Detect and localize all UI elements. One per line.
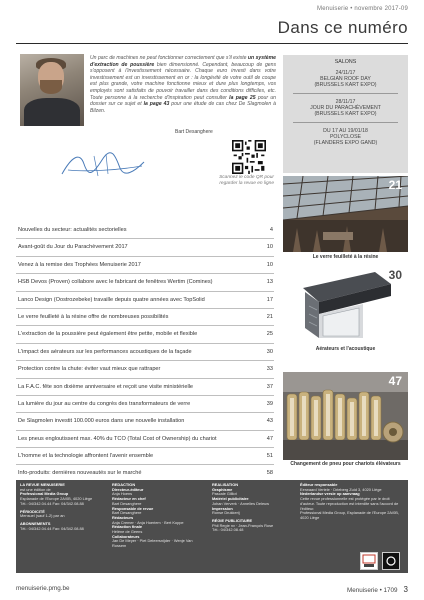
image-page-number: 21 [388,178,402,192]
colophon-heading: ABONNEMENTS [20,520,51,526]
toc-page: 58 [266,470,273,477]
toc-title: Venez à la remise des Trophées Menuiserie 2017 [18,261,141,268]
toc-page: 39 [266,400,273,407]
event-location: (BRUSSELS KART EXPO) [314,82,377,89]
colophon-text: Johan Ververk · Annelies Deleuw [212,500,270,506]
colophon-heading: Professional Media Group [20,491,69,497]
title-divider [16,43,408,44]
colophon-heading: REDACTION [112,482,136,487]
colophon-text: Tél.: 04/342.04.44 Fax: 04/342.08.88 [20,525,84,531]
colophon-heading: Directeur-éditeur [112,486,144,492]
events-heading: SALONS [334,59,357,65]
signature-image [58,150,148,182]
toc-row[interactable] [16,326,274,343]
footer-issue [347,585,408,594]
editorial-highlight: la page 43 [143,101,170,108]
toc-page: 43 [266,418,273,425]
colophon-text: Cette revue professionnelle est protégée par le droit d'auteur. Toute reproduction est interdite sans l'accord de l'éditeur. [300,496,399,511]
editorial-text-part: bien dimensionné. Cependant, beaucoup de gens s'opposent à l'investissement nécessaire. Chaque euro investi dans votre investissement est un investissement en or : la longévité de votre outil de coupe est plus grande, votre machine fonctionne mieux et dure plus longtemps, vos employés sont satisfaits de pouvoir travailler dans des conditions difficiles, etc. Toute personne à la recherche d'inspiration peut consulter [90,61,276,101]
toc-page: 47 [266,435,273,442]
toc-page: 25 [266,331,273,338]
colophon-heading: LA REVUE MENUISERIE [20,482,65,487]
colophon-text: Tél.: 04/342.08.48 [212,527,244,533]
cim-logo-mark [383,553,399,569]
events-box [283,55,408,173]
colophon-text: Professional Media Group, Esplanade de l'Europe 2A/0B, 4020 Liège [300,510,399,520]
colophon-heading: Nederlandse versie op aanvraag [300,491,360,497]
colophon-heading: Matériel publicitaire [212,496,249,502]
event-name: POLYCLOSE [329,134,362,141]
event-name: JOUR DU PARACHÈVEMENT [310,105,381,112]
toc-page: 51 [266,453,273,460]
colophon-heading: Impression [212,505,233,511]
colophon-heading: REALISATION [212,482,239,487]
colophon-heading: PÉRIODICITÉ [20,508,45,514]
toc-title: Protection contre la chute: éviter vaut mieux que rattraper [18,366,161,373]
author-photo [20,54,84,126]
colophon-heading: Rédacteur en chef [112,496,146,502]
colophon-text: Anja Cremer · Anja Hoeriem · Bert Koppe [112,519,184,525]
toc-page: 10 [266,244,273,251]
toc-title: De Slagmolen investit 100.000 euros dans une nouvelle installation [18,418,185,425]
toc-title: Info-produits: dernières nouveautés sur le marché [18,470,142,477]
event-item [286,128,405,147]
image-caption: Aérateurs et l'acoustique [315,346,376,352]
toc-row[interactable] [16,274,274,291]
issue-meta: Menuiserie • novembre 2017-09 [317,6,408,12]
colophon-text: Bart Desanghere [112,510,142,516]
toc-row[interactable] [16,309,274,326]
event-date: DU 17 AU 19/01/18 [323,128,368,134]
editorial-text [90,55,276,114]
page-title: Dans ce numéro [277,18,408,37]
event-date: 28/11/17 [335,99,356,105]
colophon-text: Ronse Drukkerij [212,510,240,516]
toc-page: 33 [266,366,273,373]
events-divider [293,93,398,94]
toc-page: 30 [266,348,273,355]
colophon-text: Phil Regie nv · Jean-François Rose [212,522,274,528]
colophon-column [300,483,404,521]
colophon-text: Pascale Gilliot [212,491,237,497]
image-page-number: 30 [388,268,402,282]
edits-press-logo-mark [361,553,377,569]
event-name: BELGIAN ROOF DAY [320,76,371,83]
colophon-text: Esplanade de l'Europe 2A/0B, 4020 Liège [20,496,93,502]
colophon-heading: Responsable de revue [112,505,154,511]
colophon-text: Eerwaard Vertele · Drieberg Zuid 3, 4020 Liège [300,486,382,492]
colophon-text: Hélène de Geens [112,529,143,535]
image-number-wrap [283,266,408,286]
toc-title: Le verre feuilleté à la résine offre de nombreuses possibilités [18,313,169,320]
editorial-text-part: pour un dossier sur ce sujet et [90,94,276,108]
toc-row[interactable] [16,448,274,465]
image-number-wrap [283,176,408,196]
toc-page: 4 [269,227,273,233]
cim-logo [382,552,400,570]
toc-row[interactable] [16,222,274,239]
qr-caption: Scannez le code QR pour regarder la revue en ligne [219,175,274,186]
toc-row[interactable] [16,413,274,430]
event-item [286,99,405,118]
toc-title: L'extraction de la poussière peut également être petite, mobile et flexible [18,331,198,338]
event-date: 24/11/17 [335,70,356,76]
toc-title: HSB Devos (Proven) collabore avec le fabricant de fenêtres Wertim (Comines) [18,279,213,286]
image-page-number: 47 [388,374,402,388]
colophon-heading: Graphisme [212,486,233,492]
edits-press-logo [360,552,378,570]
toc-title: La lumière du jour au centre du congrès des transformateurs de verre [18,400,191,407]
toc-title: Nouvelles du secteur: actualités sectorielles [18,227,127,233]
colophon-heading: Rédacteurs [112,514,134,520]
colophon-text: Bart Desanghere [112,500,142,506]
editorial-text-part: pour une étude de cas chez De Slagmolen à Bilzen. [90,101,277,114]
image-number-wrap [283,372,408,392]
photo-beard [40,80,62,94]
colophon-heading: Éditeur responsable [300,482,338,487]
toc-page: 10 [266,261,273,268]
toc-title: L'impact des aérateurs sur les performances acoustiques de la façade [18,348,192,355]
toc-row[interactable] [16,239,274,256]
toc-page: 37 [266,383,273,390]
table-of-contents [16,222,274,483]
colophon-heading: Rédaction finale [112,524,143,530]
editorial-highlight: un système d'extraction de poussière [90,55,276,68]
colophon [16,480,408,573]
footer-url[interactable]: menuiserie.pmg.be [16,585,70,592]
footer-issue-label: Menuiserie • 1709 [347,587,398,594]
toc-row[interactable] [16,396,274,413]
colophon-column [112,483,206,549]
colophon-text: Mensuel (sauf 1-2) par an [20,513,65,519]
page-number: 3 [403,585,408,594]
event-location: (FLANDERS EXPO GAND) [313,140,378,147]
colophon-column [20,483,106,531]
colophon-column [212,483,294,533]
toc-row[interactable] [16,292,274,309]
toc-page: 17 [266,296,273,303]
toc-title: Les pneus engloutissent max. 40% du TCO (Total Cost of Ownership) du chariot [18,435,217,442]
toc-row[interactable] [16,379,274,396]
toc-title: Avant-goût du Jour du Parachèvement 2017 [18,244,128,251]
photo-body [24,98,80,126]
colophon-heading: RÉGIE PUBLICITAIRE [212,517,253,523]
colophon-text: Anja Hoens [112,491,133,497]
colophon-text: Tél.: 04/342.04.44 Fax: 04/342.08.88 [20,500,84,506]
colophon-text: Jan De Meyer · Piet Deleersnijder · Wenje Van Rossem [112,538,193,549]
toc-page: 13 [266,279,273,286]
qr-code[interactable] [232,140,266,174]
event-location: (BRUSSELS KART EXPO) [314,111,377,118]
editorial-highlight: la page 25 [229,94,256,101]
toc-title: Lanco Design (Oostrozebeke) travaille depuis quatre années avec TopSolid [18,296,205,303]
colophon-text: est une édition de [20,486,51,492]
author-name: Bart Desanghere [175,129,213,135]
toc-row[interactable] [16,257,274,274]
event-item [286,70,405,89]
image-caption: Le verre feuilleté à la résine [312,254,379,260]
toc-row[interactable] [16,361,274,378]
toc-title: La F.A.C. fête son dixième anniversaire et reçoit une visite ministérielle [18,383,194,390]
editorial-text-part: Un parc de machines ne peut fonctionner correctement que s'il existe [90,55,248,61]
image-caption: Changement de pneu pour chariots élévateurs [290,461,401,467]
toc-page: 21 [266,313,273,320]
events-divider [293,122,398,123]
toc-title: L'homme et la technologie affrontent l'avenir ensemble [18,453,154,460]
colophon-heading: Collaborateurs [112,533,140,539]
toc-row[interactable] [16,431,274,448]
toc-row[interactable] [16,344,274,361]
